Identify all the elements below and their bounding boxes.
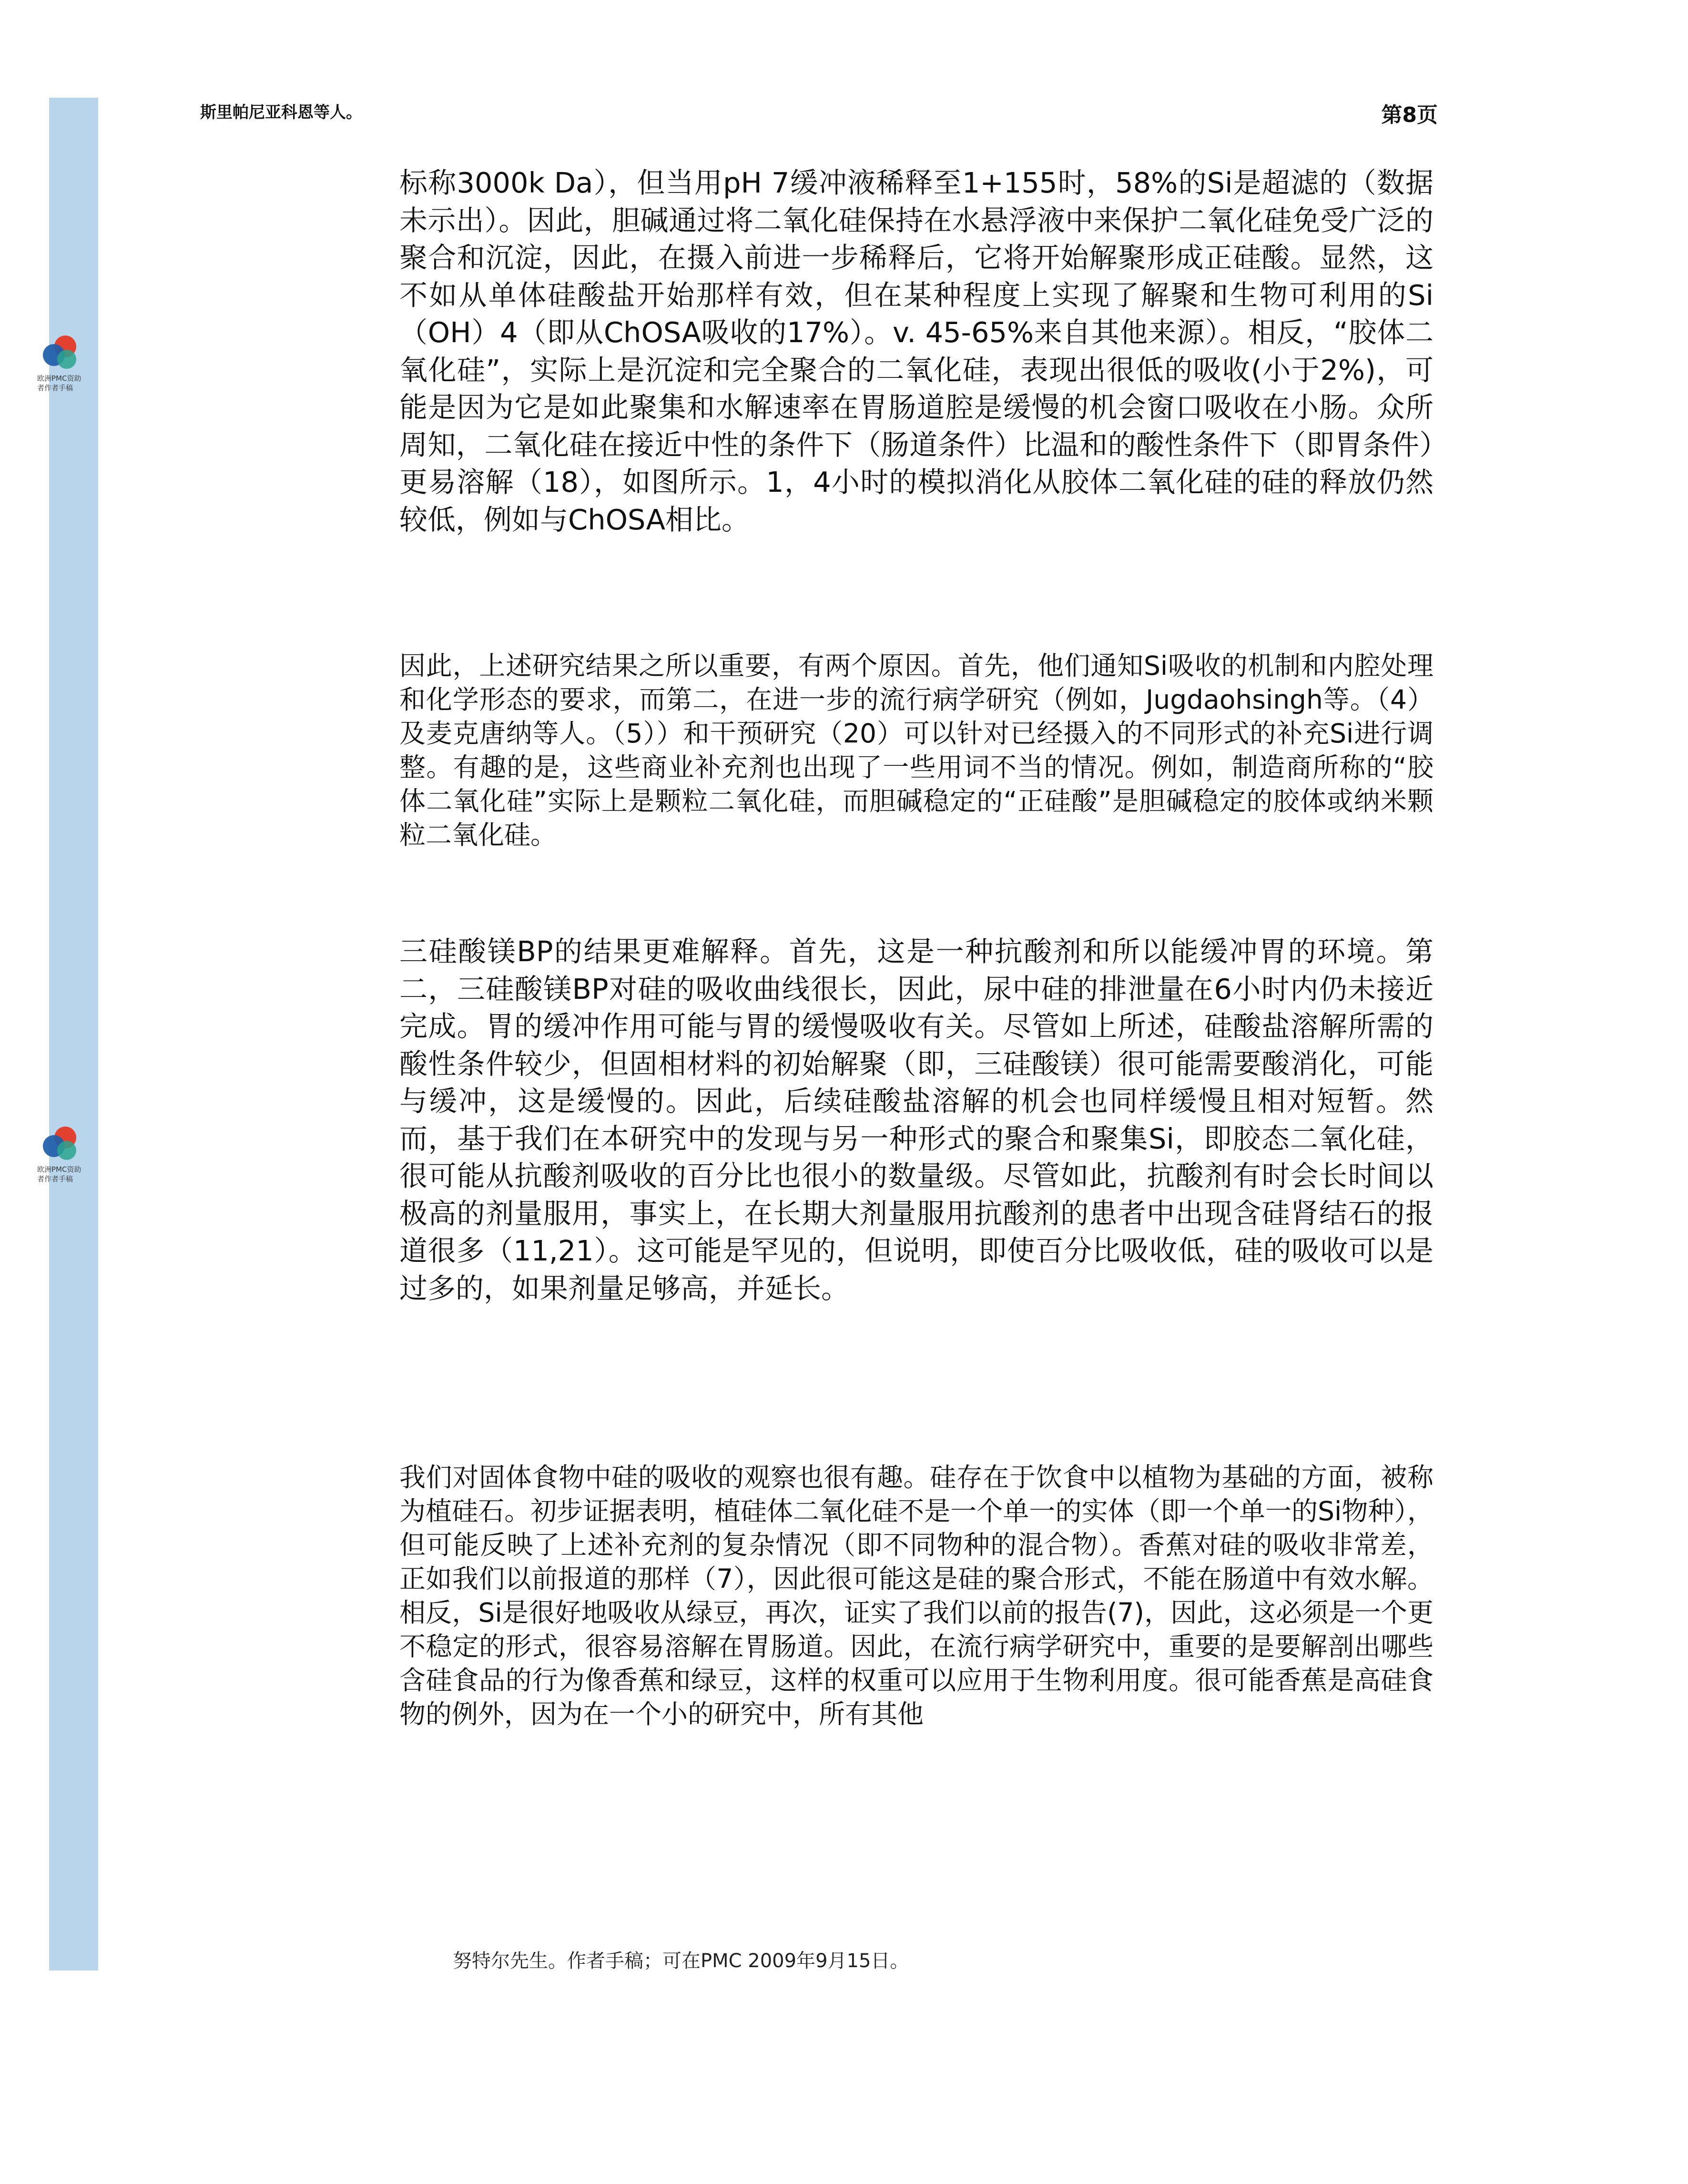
europe-pmc-logo — [37, 1125, 90, 1184]
sidebar-logo-caption: 欧洲PMC资助者作者手稿 — [37, 1165, 81, 1183]
page-number: 第8页 — [1381, 103, 1438, 127]
sidebar-logo-caption: 欧洲PMC资助者作者手稿 — [37, 374, 81, 392]
manuscript-citation-footer: 努特尔先生。作者手稿；可在PMC 2009年9月15日。 — [453, 1950, 909, 1972]
body-paragraph: 我们对固体食物中硅的吸收的观察也很有趣。硅存在于饮食中以植物为基础的方面，被称为植硅石。初步证据表明，植硅体二氧化硅不是一个单一的实体（即一个单一的Si物种），但可能反映了上述补充剂的复杂情况（即不同物种的混合物）。香蕉对硅的吸收非常差，正如我们以前报道的那样（7），因此很可能这是硅的聚合形式，不能在肠道中有效水解。相反，Si是很好地吸收从绿豆，再次，证实了我们以前的报告(7)，因此，这必须是一个更不稳定的形式，很容易溶解在胃肠道。因此，在流行病学研究中，重要的是要解剖出哪些含硅食品的行为像香蕉和绿豆，这样的权重可以应用于生物利用度。很可能香蕉是高硅食物的例外，因为在一个小的研究中，所有其他 — [399, 1462, 1434, 1729]
body-paragraph: 三硅酸镁BP的结果更难解释。首先，这是一种抗酸剂和所以能缓冲胃的环境。第二，三硅酸镁BP对硅的吸收曲线很长，因此，尿中硅的排泄量在6小时内仍未接近完成。胃的缓冲作用可能与胃的缓慢吸收有关。尽管如上所述，硅酸盐溶解所需的酸性条件较少，但固相材料的初始解聚（即，三硅酸镁）很可能需要酸消化，可能与缓冲，这是缓慢的。因此，后续硅酸盐溶解的机会也同样缓慢且相对短暂。然而，基于我们在本研究中的发现与另一种形式的聚合和聚集Si，即胶态二氧化硅，很可能从抗酸剂吸收的百分比也很小的数量级。尽管如此，抗酸剂有时会长时间以极高的剂量服用，事实上，在长期大剂量服用抗酸剂的患者中出现含硅肾结石的报道很多（11,21）。这可能是罕见的，但说明，即使百分比吸收低，硅的吸收可以是过多的，如果剂量足够高，并延长。 — [399, 935, 1434, 1305]
europe-pmc-logo-icon — [40, 334, 78, 372]
body-paragraph: 因此，上述研究结果之所以重要，有两个原因。首先，他们通知Si吸收的机制和内腔处理和化学形态的要求，而第二，在进一步的流行病学研究（例如，Jugdaohsingh等。（4）及麦克唐纳等人。（5））和干预研究（20）可以针对已经摄入的不同形式的补充Si进行调整。有趣的是，这些商业补充剂也出现了一些用词不当的情况。例如，制造商所称的“胶体二氧化硅”实际上是颗粒二氧化硅，而胆碱稳定的“正硅酸”是胆碱稳定的胶体或纳米颗粒二氧化硅。 — [399, 650, 1434, 850]
body-paragraph: 标称3000k Da），但当用pH 7缓冲液稀释至1+155时，58%的Si是超滤的（数据未示出）。因此，胆碱通过将二氧化硅保持在水悬浮液中来保护二氧化硅免受广泛的聚合和沉淀，因此，在摄入前进一步稀释后，它将开始解聚形成正硅酸。显然，这不如从单体硅酸盐开始那样有效，但在某种程度上实现了解聚和生物可利用的Si（OH）4（即从ChOSA吸收的17%）。v. 45-65%来自其他来源）。相反，“胶体二氧化硅”，实际上是沉淀和完全聚合的二氧化硅，表现出很低的吸收(小于2%)，可能是因为它是如此聚集和水解速率在胃肠道腔是缓慢的机会窗口吸收在小肠。众所周知，二氧化硅在接近中性的条件下（肠道条件）比温和的酸性条件下（即胃条件）更易溶解（18），如图所示。1，4小时的模拟消化从胶体二氧化硅的硅的释放仍然较低，例如与ChOSA相比。 — [399, 166, 1434, 536]
europe-pmc-logo — [37, 334, 90, 393]
running-head: 斯里帕尼亚科恩等人。 — [200, 103, 362, 122]
europe-pmc-logo-icon — [40, 1125, 78, 1163]
